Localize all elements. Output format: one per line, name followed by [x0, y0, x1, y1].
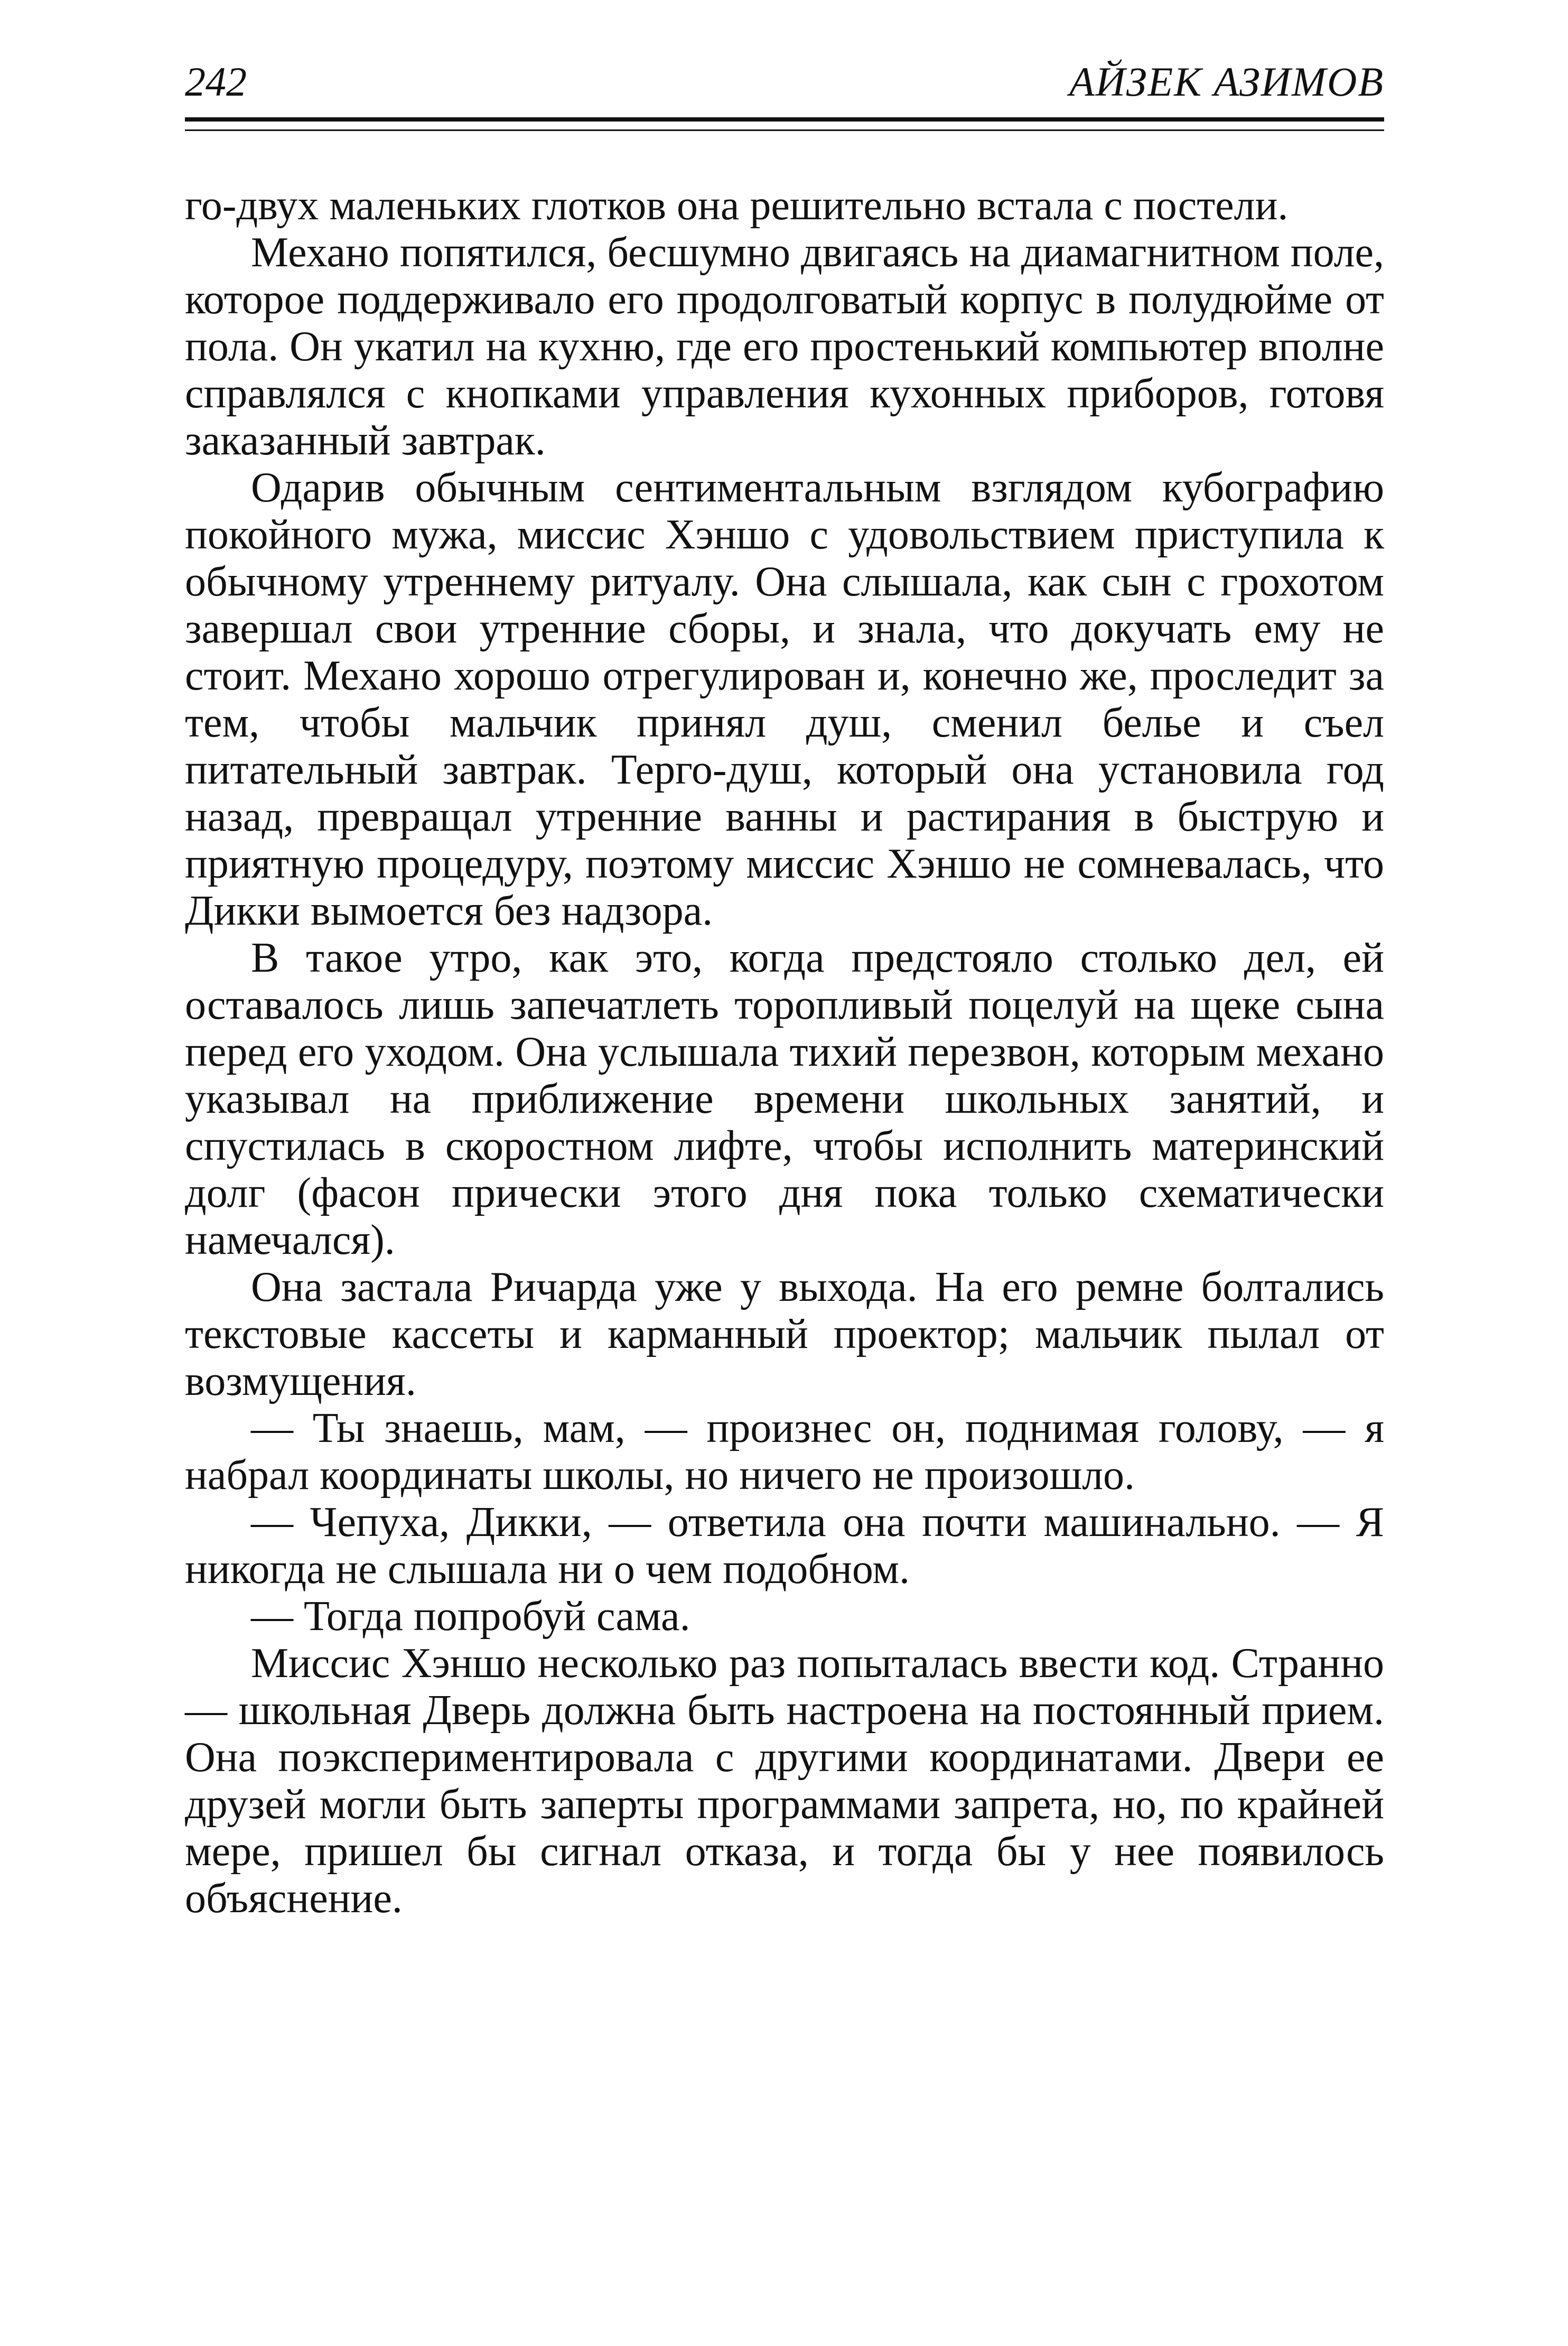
paragraph: Она застала Ричарда уже у выхода. На его ремне болтались текстовые кассеты и карманный проектор; мальчик пылал от возмущения.	[185, 1264, 1384, 1404]
dialogue-paragraph: — Ты знаешь, мам, — произнес он, поднимая голову, — я набрал координаты школы, но ничего не произошло.	[185, 1405, 1384, 1498]
running-title: АЙЗЕК АЗИМОВ	[1069, 59, 1384, 105]
paragraph: Одарив обычным сентиментальным взглядом кубографию покойного мужа, миссис Хэншо с удовольствием приступила к обычному утреннему ритуалу. Она слышала, как сын с грохотом завершал свои утренние сборы, и знала, что докучать ему не стоит. Механо хорошо отрегулирован и, конечно же, проследит за тем, чтобы мальчик принял душ, сменил белье и съел питательный завтрак. Терго-душ, который она установила год назад, превращал утренние ванны и растирания в быструю и приятную процедуру, поэтому миссис Хэншо не сомневалась, что Дикки вымоется без надзора.	[185, 464, 1384, 934]
dialogue-paragraph: — Чепуха, Дикки, — ответила она почти машинально. — Я никогда не слышала ни о чем подобном.	[185, 1499, 1384, 1593]
header-rule-thick	[185, 117, 1384, 122]
dialogue-paragraph: — Тогда попробуй сама.	[251, 1593, 690, 1640]
page-number: 242	[185, 59, 247, 105]
header-rule-thin	[185, 129, 1384, 131]
paragraph: В такое утро, как это, когда предстояло столько дел, ей оставалось лишь запечатлеть торопливый поцелуй на щеке сына перед его уходом. Она услышала тихий перезвон, которым механо указывал на приближение времени школьных занятий, и спустилась в скоростном лифте, чтобы исполнить материнский долг (фасон прически этого дня пока только схематически намечался).	[185, 935, 1384, 1263]
paragraph: Миссис Хэншо несколько раз попыталась ввести код. Странно — школьная Дверь должна быть настроена на постоянный прием. Она поэкспериментировала с другими координатами. Двери ее друзей могли быть заперты программами запрета, но, по крайней мере, пришел бы сигнал отказа, и тогда бы у нее появилось объяснение.	[185, 1640, 1384, 1922]
paragraph: го-двух маленьких глотков она решительно встала с постели.	[185, 182, 1289, 229]
paragraph: Механо попятился, бесшумно двигаясь на диамагнитном поле, которое поддерживало его продолговатый корпус в полудюйме от пола. Он укатил на кухню, где его простенький компьютер вполне справлялся с кнопками управления кухонных приборов, готовя заказанный завтрак.	[185, 229, 1384, 464]
body-text	[185, 182, 1384, 1922]
page-header	[185, 53, 1384, 111]
